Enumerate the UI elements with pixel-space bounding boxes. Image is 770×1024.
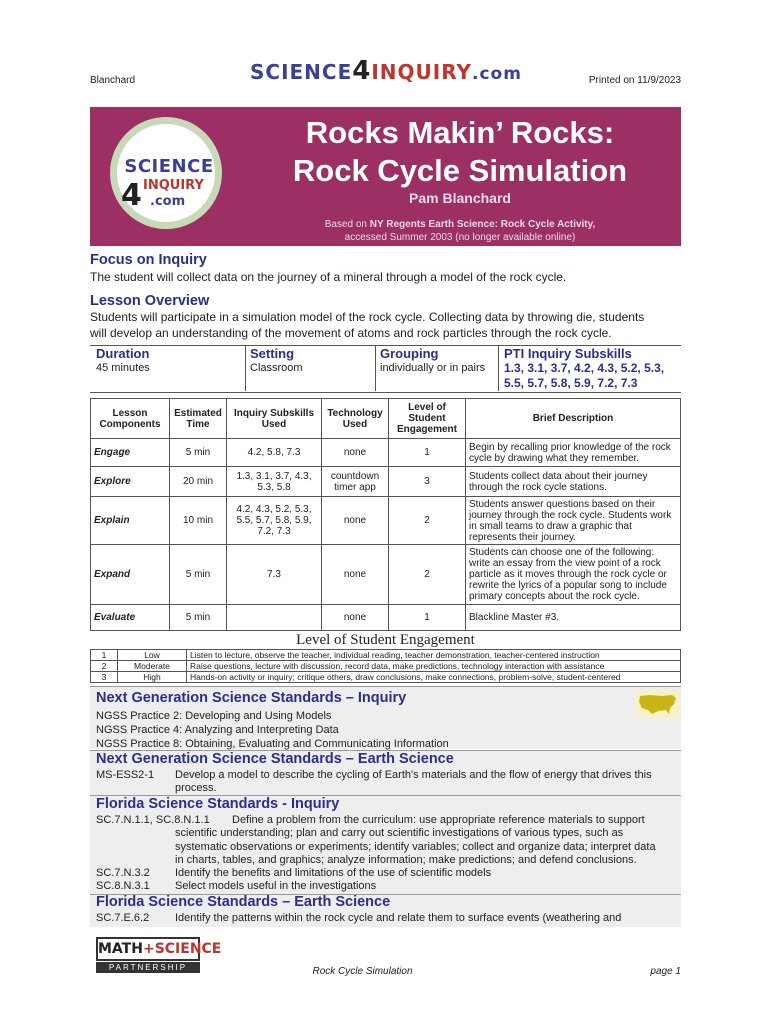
engagement-num: 1: [91, 650, 118, 661]
focus-text: The student will collect data on the journey of a mineral through a model of the rock cycle.: [90, 270, 567, 284]
engagement-level: High: [118, 672, 187, 683]
florida-inquiry-heading: Florida Science Standards - Inquiry: [96, 796, 340, 812]
cell-level: 2: [389, 545, 466, 605]
table-row: [91, 467, 681, 497]
author-name: Pam Blanchard: [409, 190, 511, 206]
engagement-table: [90, 649, 681, 683]
cell-level: 3: [389, 467, 466, 497]
logo-plus: +: [142, 941, 155, 957]
logo-com: .com: [472, 64, 522, 84]
engagement-num: 2: [91, 661, 118, 672]
cell-time: 5 min: [170, 439, 227, 467]
cell-description: Students collect data about their journey through the rock cycle stations.: [466, 467, 681, 497]
fl-earth-code: SC.7.E.6.2: [96, 912, 150, 924]
cell-component: Evaluate: [91, 605, 170, 631]
lesson-components-table: [90, 398, 681, 631]
cell-time: 20 min: [170, 467, 227, 497]
fl-text: systematic observations or experiments; identify variables; collect and organize data; interpret data: [175, 841, 656, 853]
overview-line-2: will develop an understanding of the movement of atoms and rock particles through the rock cycle.: [90, 326, 612, 340]
cell-component: Engage: [91, 439, 170, 467]
engagement-row: [91, 661, 681, 672]
engagement-title: Level of Student Engagement: [296, 632, 475, 648]
fl-code: SC.8.N.3.1: [96, 880, 150, 892]
banner-logo-com: .com: [150, 194, 186, 209]
cell-description: Students can choose one of the following: write an essay from the view point of a rock particle as it moves through the rock cycle or rewrite the lyrics of a popular song to include primary concepts about the rock cycle.: [466, 545, 681, 605]
fl-code: SC.7.N.1.1, SC.8.N.1.1: [96, 814, 210, 826]
math-science-partnership-logo: [96, 937, 222, 973]
cell-level: 1: [389, 439, 466, 467]
setting-value: Classroom: [250, 362, 303, 374]
fl-text: scientific understanding; plan and carry out scientific investigations of various types, such as: [175, 827, 624, 839]
pti-line-2: 5.5, 5.7, 5.8, 5.9, 7.2, 7.3: [504, 376, 638, 390]
footer-title: Rock Cycle Simulation: [312, 966, 413, 977]
logo-frame: [96, 937, 222, 961]
cell-component: Explore: [91, 467, 170, 497]
info-divider: [245, 345, 246, 391]
engagement-num: 3: [91, 672, 118, 683]
us-map-shape: [636, 690, 680, 718]
science4inquiry-logo: [250, 56, 522, 86]
ngss-practice-line: NGSS Practice 4: Analyzing and Interpreting Data: [96, 724, 339, 736]
header-author: Blanchard: [90, 75, 136, 86]
table-row: [91, 605, 681, 631]
info-divider: [375, 345, 376, 391]
cell-description: Blackline Master #3.: [466, 605, 681, 631]
banner-logo-four: 4: [121, 178, 142, 213]
duration-label: Duration: [96, 346, 150, 361]
ngss-practice-line: NGSS Practice 8: Obtaining, Evaluating and Communicating Information: [96, 738, 449, 750]
cell-time: 10 min: [170, 497, 227, 545]
col-header: Lesson Components: [91, 399, 170, 439]
logo-math: MATH: [98, 941, 143, 957]
ngss-earth-text-2: process.: [175, 782, 217, 794]
cell-level: 2: [389, 497, 466, 545]
cell-subskills: [227, 605, 322, 631]
fl-code: SC.7.N.3.2: [96, 867, 150, 879]
table-row: [91, 545, 681, 605]
logo-inquiry: INQUIRY: [371, 60, 473, 84]
col-header: Brief Description: [466, 399, 681, 439]
engagement-row: [91, 650, 681, 661]
cell-technology: none: [322, 497, 389, 545]
col-header: Technology Used: [322, 399, 389, 439]
col-header: Level of Student Engagement: [389, 399, 466, 439]
engagement-desc: Raise questions, lecture with discussion, record data, make predictions, technology interaction with assistance: [187, 661, 681, 672]
banner-logo-science: SCIENCE: [124, 156, 214, 177]
citation-prefix: Based on: [324, 219, 370, 230]
logo-science: SCIENCE: [250, 60, 353, 84]
ngss-practice-line: NGSS Practice 2: Developing and Using Models: [96, 710, 332, 722]
florida-earth-heading: Florida Science Standards – Earth Science: [96, 894, 391, 910]
info-divider: [498, 345, 499, 391]
page-title: [240, 114, 680, 190]
overview-heading: Lesson Overview: [90, 293, 210, 309]
cell-level: 1: [389, 605, 466, 631]
engagement-desc: Listen to lecture, observe the teacher, individual reading, teacher demonstration, teacher-centered instruction: [187, 650, 681, 661]
title-line-1: Rocks Makin’ Rocks:: [305, 115, 615, 150]
col-header: Inquiry Subskills Used: [227, 399, 322, 439]
ngss-earth-text-1: Develop a model to describe the cycling of Earth's materials and the flow of energy that drives this: [175, 769, 652, 781]
logo-science-word: SCIENCE: [154, 941, 222, 957]
overview-line-1: Students will participate in a simulation model of the rock cycle. Collecting data by throwing die, students: [90, 310, 645, 324]
cell-technology: none: [322, 545, 389, 605]
cell-subskills: 1.3, 3.1, 3.7, 4.3, 5.3, 5.8: [227, 467, 322, 497]
table-row: [91, 439, 681, 467]
cell-technology: none: [322, 439, 389, 467]
ngss-earth-heading: Next Generation Science Standards – Earth Science: [96, 751, 454, 767]
table-header-row: [91, 399, 681, 439]
fl-earth-text: Identify the patterns within the rock cycle and relate them to surface events (weathering and: [175, 912, 622, 924]
cell-time: 5 min: [170, 605, 227, 631]
focus-heading: Focus on Inquiry: [90, 252, 207, 268]
source-citation: [240, 218, 680, 244]
col-header: Estimated Time: [170, 399, 227, 439]
grouping-label: Grouping: [380, 346, 439, 361]
header-printed-date: Printed on 11/9/2023: [588, 75, 681, 86]
cell-technology: none: [322, 605, 389, 631]
cell-technology: countdown timer app: [322, 467, 389, 497]
title-line-2: Rock Cycle Simulation: [292, 153, 628, 188]
cell-description: Students answer questions based on their journey through the rock cycle. Students work in small teams to draw a graphic that represents their journey.: [466, 497, 681, 545]
banner-logo-inquiry: INQUIRY: [143, 178, 204, 193]
pti-subskills: [504, 361, 664, 391]
us-map-icon: [636, 690, 680, 718]
grouping-value: individually or in pairs: [380, 362, 486, 374]
cell-description: Begin by recalling prior knowledge of the rock cycle by drawing what they remember.: [466, 439, 681, 467]
page-number: page 1: [650, 966, 681, 977]
cell-component: Explain: [91, 497, 170, 545]
engagement-desc: Hands-on activity or inquiry; critique others, draw conclusions, make connections, problem-solve, student-centered: [187, 672, 681, 683]
citation-accessed: accessed Summer 2003 (no longer available online): [344, 232, 576, 243]
cell-time: 5 min: [170, 545, 227, 605]
pti-line-1: 1.3, 3.1, 3.7, 4.2, 4.3, 5.2, 5.3,: [504, 361, 665, 375]
cell-component: Expand: [91, 545, 170, 605]
ngss-inquiry-heading: Next Generation Science Standards – Inquiry: [96, 690, 407, 706]
fl-text: in charts, tables, and graphics; analyze information; make predictions; and defend conclusions.: [175, 854, 637, 866]
pti-label: PTI Inquiry Subskills: [504, 346, 632, 361]
table-row: [91, 497, 681, 545]
fl-text: Identify the benefits and limitations of the use of scientific models: [175, 867, 492, 879]
cell-subskills: 4.2, 4.3, 5.2, 5.3, 5.5, 5.7, 5.8, 5.9, 7.2, 7.3: [227, 497, 322, 545]
engagement-level: Moderate: [118, 661, 187, 672]
fl-text: Select models useful in the investigations: [175, 880, 377, 892]
ngss-earth-code: MS-ESS2-1: [96, 769, 155, 781]
cell-subskills: 4.2, 5.8, 7.3: [227, 439, 322, 467]
engagement-row: [91, 672, 681, 683]
setting-label: Setting: [250, 346, 295, 361]
cell-subskills: 7.3: [227, 545, 322, 605]
duration-value: 45 minutes: [96, 362, 150, 374]
logo-partnership: PARTNERSHIP: [96, 962, 200, 973]
engagement-level: Low: [118, 650, 187, 661]
logo-four: 4: [352, 56, 372, 86]
citation-title: NY Regents Earth Science: Rock Cycle Activity,: [369, 219, 596, 230]
fl-text: Define a problem from the curriculum: use appropriate reference materials to support: [232, 814, 645, 826]
